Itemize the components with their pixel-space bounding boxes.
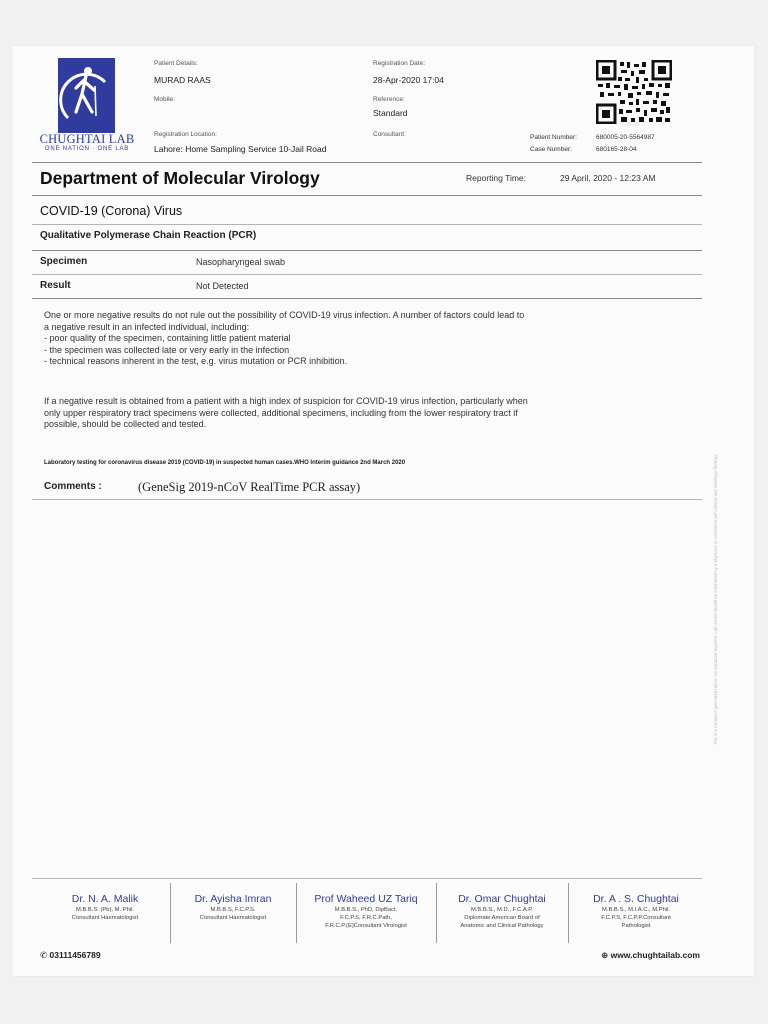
patient-details-label: Patient Details: <box>154 60 198 67</box>
qr-code <box>596 60 672 124</box>
patient-number-label: Patient Number: <box>530 134 577 141</box>
method-divider <box>32 250 702 251</box>
reference-label: Reference: <box>373 96 405 103</box>
doctor-signature-block <box>172 893 294 922</box>
reporting-time: 29 April, 2020 - 12:23 AM <box>560 173 656 183</box>
doctor-qualification: F.C.P.S, F.C.P.P.Consultant <box>601 915 671 921</box>
who-reference: Laboratory testing for coronavirus disease 2019 (COVID-19) in suspected human cases.WHO Interim guidance 2nd March 2020 <box>44 460 406 466</box>
doctor-qualification: M.B.B.S., PhD, DipBact. <box>334 907 398 913</box>
side-disclaimer: This is a computer generated report. No signature required. Lab results should be interpreted by a physician in correlation with clinical and radiologic findings. <box>713 453 718 745</box>
doctor-signature-block <box>570 893 702 930</box>
result-divider <box>32 298 702 299</box>
mobile-label: Mobile: <box>154 96 175 103</box>
globe-icon: ⊕ <box>601 950 609 960</box>
note-line: possible, should be collected and tested. <box>44 419 207 430</box>
footer-separator <box>296 883 297 943</box>
footer-phone[interactable] <box>40 950 101 961</box>
test-name: COVID-19 (Corona) Virus <box>40 204 183 218</box>
lab-logo <box>58 58 115 133</box>
doctor-name: Dr. Omar Chughtai <box>458 893 546 905</box>
reporting-time-label: Reporting Time: <box>466 173 526 183</box>
note-line: If a negative result is obtained from a patient with a high index of suspicion for COVID-19 virus infection, particularly when <box>44 396 528 406</box>
note-line: - poor quality of the specimen, containing little patient material <box>44 333 291 344</box>
registration-date-label: Registration Date: <box>373 60 426 67</box>
test-divider <box>32 224 702 225</box>
case-number-label: Case Number: <box>530 146 572 153</box>
patient-name: MURAD RAAS <box>154 75 211 85</box>
phone-number: 03111456789 <box>49 950 101 960</box>
note-paragraph-2 <box>44 396 694 431</box>
doctor-name: Dr. A . S. Chughtai <box>593 893 679 905</box>
note-line: - technical reasons inherent in the test, e.g. virus mutation or PCR inhibition. <box>44 356 348 367</box>
website-url: www.chughtailab.com <box>610 950 700 960</box>
registration-date: 28-Apr-2020 17:04 <box>373 75 444 85</box>
footer-divider <box>32 878 702 879</box>
note-line: only upper respiratory tract specimens were collected, additional specimens, including from the lower respiratory tract if <box>44 407 518 418</box>
doctor-name: Dr. Ayisha Imran <box>194 893 272 905</box>
doctor-qualification: Consultant Haematologist <box>71 915 139 921</box>
doctor-qualification: Pathologist <box>621 923 651 929</box>
note-line: a negative result in an infected individual, including: <box>44 321 250 332</box>
doctor-qualification: M.B.B.S, F.C.P.S. <box>210 907 256 913</box>
doctor-qualification: Consultant Haematologist <box>199 915 267 921</box>
doctor-qualification: M.B.B.S., M.D., F.C.A.P. <box>470 907 534 913</box>
footer-separator <box>436 883 437 943</box>
specimen-label: Specimen <box>40 256 88 267</box>
specimen-value: Nasopharyngeal swab <box>196 257 286 267</box>
case-number: 680165-28-04 <box>596 146 637 153</box>
doctor-signature-block <box>42 893 168 922</box>
department-title: Department of Molecular Virology <box>40 168 320 188</box>
registration-location-label: Registration Location: <box>154 131 217 138</box>
comments-divider <box>32 499 702 500</box>
doctor-qualification: F.R.C.P.(E)Consultant Virologist <box>325 923 407 929</box>
lab-tagline: ONE NATION · ONE LAB <box>44 146 130 152</box>
doctor-name: Prof Waheed UZ Tariq <box>314 893 418 905</box>
lab-name: CHUGHTAI LAB <box>39 132 135 146</box>
footer-separator <box>170 883 171 943</box>
note-line: - the specimen was collected late or very early in the infection <box>44 344 290 355</box>
doctor-qualification: M.B.B.S. (Pb), M. Phil. <box>76 907 134 913</box>
registration-location: Lahore: Home Sampling Service 10-Jail Road <box>154 144 327 154</box>
patient-number: 680005-20-5564987 <box>596 134 655 141</box>
header-divider <box>32 162 702 163</box>
doctor-qualification: M.B.B.S., M.I.A.C., M.Phil. <box>602 907 670 913</box>
reference-value: Standard <box>373 108 408 118</box>
comments-value: (GeneSig 2019-nCoV RealTime PCR assay) <box>138 480 361 494</box>
department-divider <box>32 195 702 196</box>
footer-website[interactable] <box>601 950 700 961</box>
doctor-qualification: Anatomic and Clinical Pathology <box>460 923 544 929</box>
test-method: Qualitative Polymerase Chain Reaction (PCR) <box>40 230 257 241</box>
doctor-signature-block <box>298 893 434 930</box>
doctor-name: Dr. N. A. Malik <box>71 893 139 905</box>
doctor-signature-block <box>438 893 566 930</box>
specimen-divider <box>32 274 702 275</box>
doctor-qualification: F.C.P.S, F.R.C.Path, <box>340 915 392 921</box>
consultant-label: Consultant: <box>373 131 406 138</box>
comments-label: Comments : <box>44 481 102 492</box>
note-paragraph-1 <box>44 310 694 368</box>
result-value: Not Detected <box>196 281 249 291</box>
doctor-qualification: Diplomate American Board of <box>464 915 540 921</box>
lab-wordmark <box>32 133 142 153</box>
phone-icon: ✆ <box>40 950 48 960</box>
note-line: One or more negative results do not rule out the possibility of COVID-19 virus infection. A number of factors could lead to <box>44 310 525 320</box>
result-label: Result <box>40 280 71 291</box>
footer-separator <box>568 883 569 943</box>
logo-walker-icon <box>58 58 115 133</box>
